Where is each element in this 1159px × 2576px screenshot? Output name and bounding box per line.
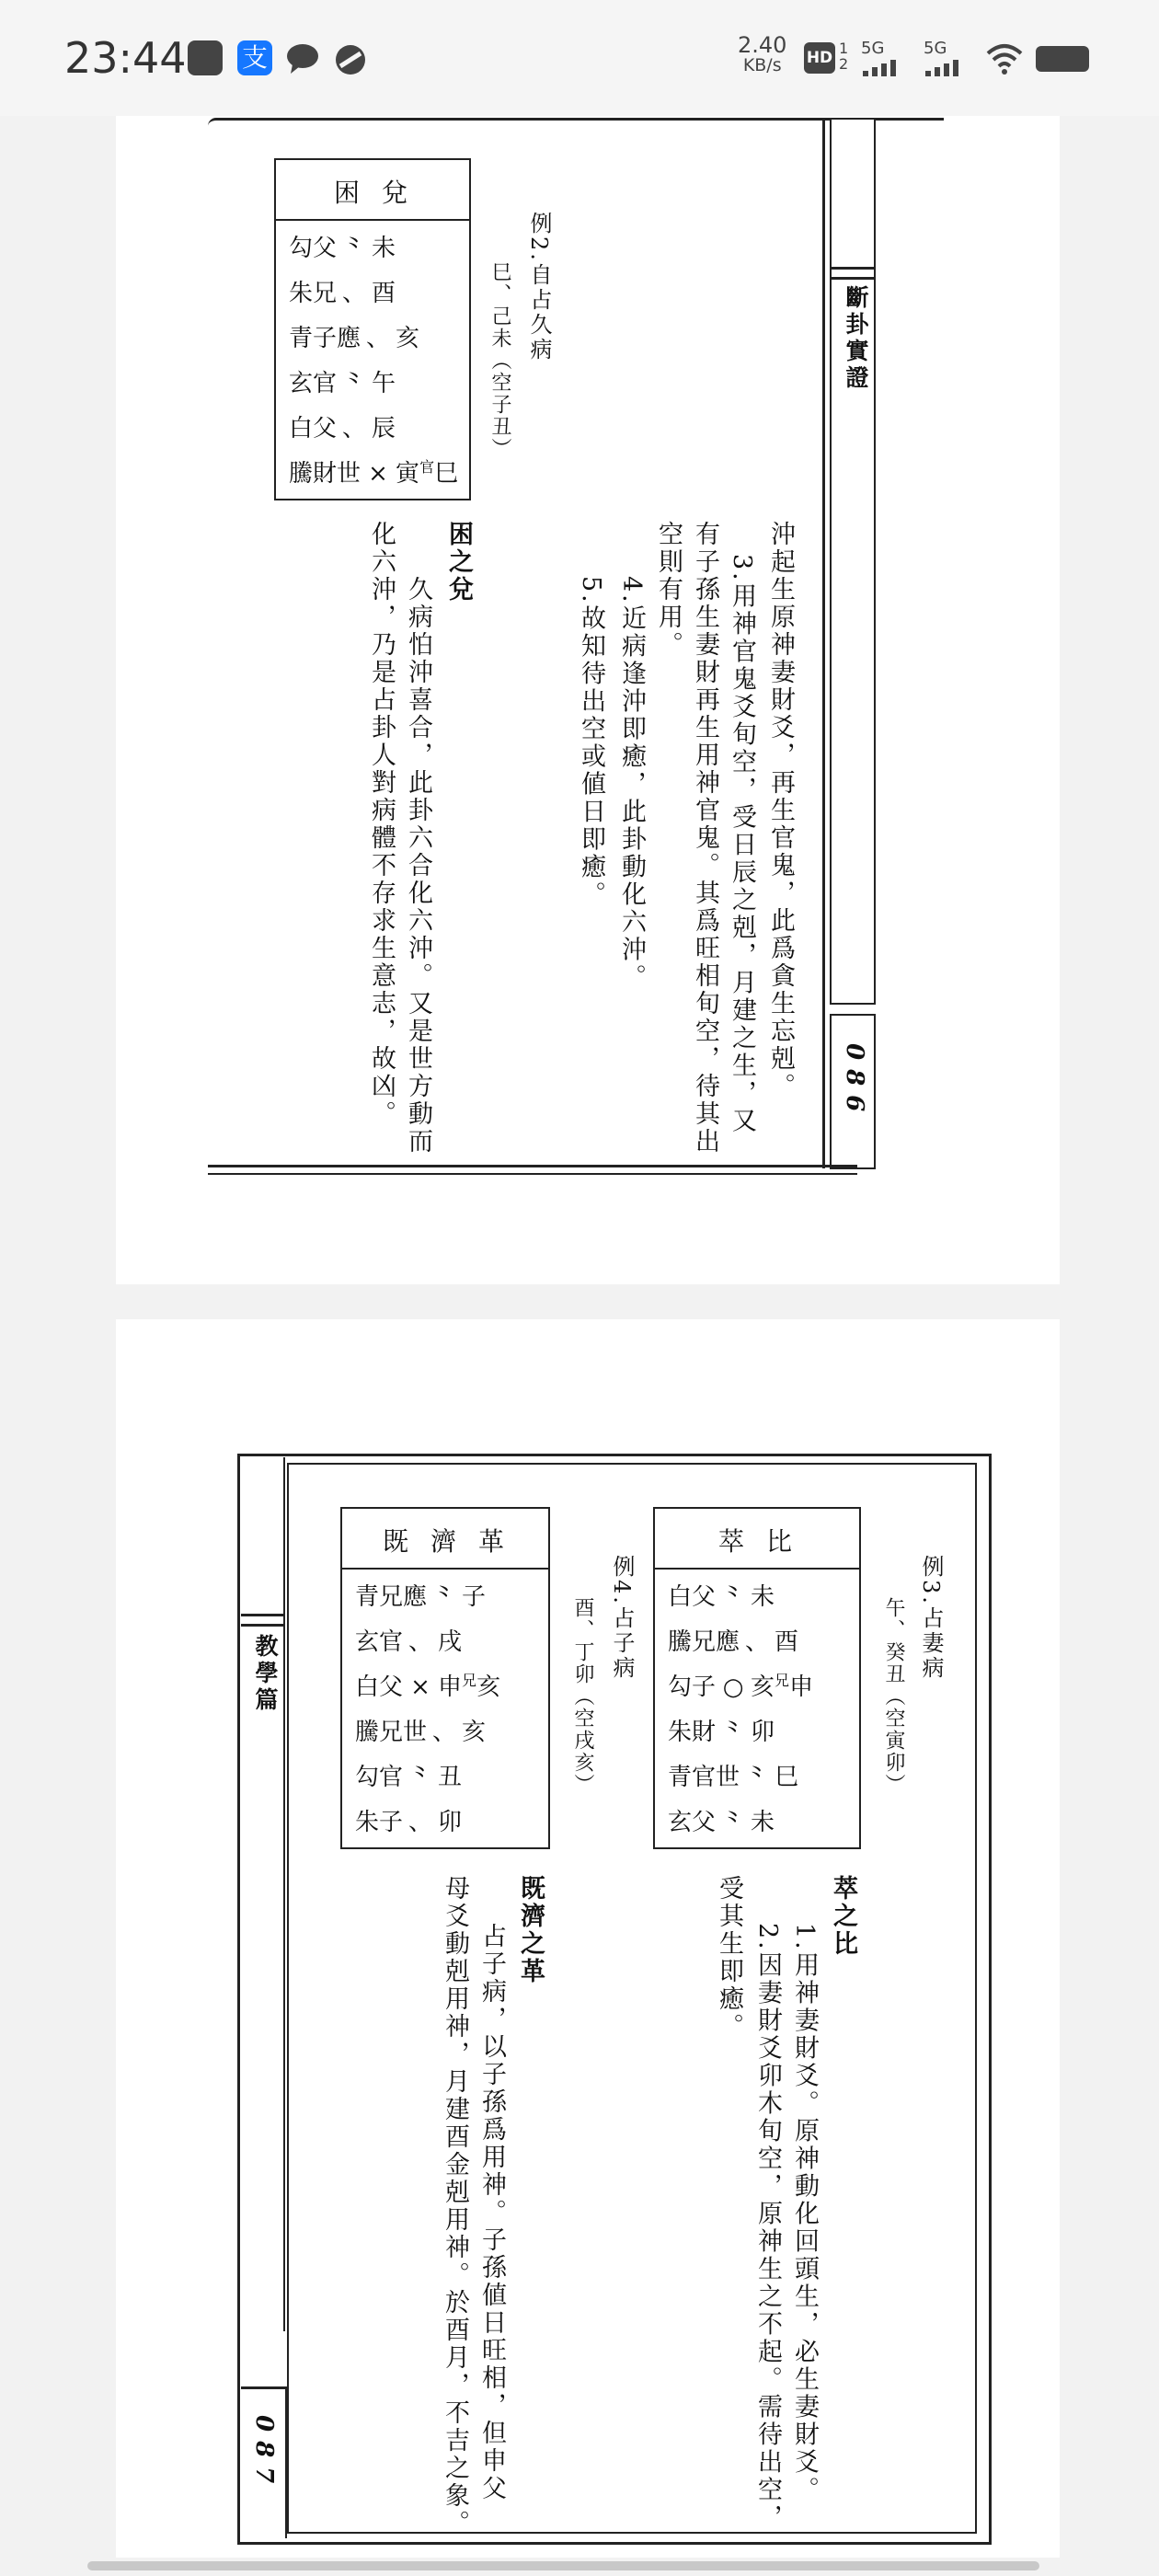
hexagram-line: [276, 226, 469, 271]
six-beast: 白: [355, 1673, 380, 1701]
line-mark: 、: [408, 1628, 433, 1656]
hexagram-line: [655, 1620, 859, 1665]
hexagram-line: [276, 316, 469, 362]
earthly-branch: 卯: [751, 1719, 775, 1746]
six-relative: 官: [379, 1764, 404, 1791]
six-beast: 白: [668, 1583, 693, 1611]
earthly-branch: 未: [751, 1809, 775, 1836]
earthly-branch: 酉: [775, 1628, 799, 1656]
hexagram-line: [655, 1755, 859, 1800]
analysis-title: 既濟之革: [516, 1875, 545, 1985]
earthly-branch: 卯: [438, 1809, 463, 1836]
line-mark: ⺀: [745, 1764, 770, 1791]
line-mark: ⺀: [408, 1764, 433, 1791]
six-beast: 朱: [355, 1809, 380, 1836]
analysis-paragraph: 化六沖，乃是占卦人對病體不存求生意志，故凶。: [367, 521, 396, 1128]
changed-relative: 兄: [462, 1672, 477, 1689]
signal-bars-icon: [861, 58, 909, 76]
line-mark: 、: [342, 415, 367, 443]
analysis-paragraph: 久病怕沖喜合，此卦六合化六沖。又是世方動而: [404, 576, 432, 1156]
hexagram-line: [342, 1575, 548, 1620]
case-title: 例2.自占久病: [526, 212, 552, 362]
six-relative: 官: [692, 1764, 717, 1791]
six-beast: 勾: [289, 235, 314, 262]
analysis-paragraph: 1.用神妻財爻。原神動化回頭生，必生妻財爻。: [790, 1923, 819, 2504]
changed-relative: 官: [419, 458, 435, 476]
earthly-branch: 亥: [396, 325, 420, 352]
line-mark: ×: [410, 1673, 430, 1701]
sidebar-double-rule: [241, 1614, 285, 1627]
six-relative: 官: [379, 1628, 404, 1656]
world-response: 應: [403, 1583, 428, 1611]
six-relative: 子: [379, 1809, 404, 1836]
hexagram-line: [342, 1620, 548, 1665]
hexagram-line: [342, 1710, 548, 1755]
horizontal-scrollbar[interactable]: [87, 2561, 1039, 2570]
six-beast: 玄: [355, 1628, 380, 1656]
signal-1-label: 5G: [861, 39, 885, 58]
six-relative: 財: [692, 1719, 717, 1746]
sim2-label: 2: [839, 55, 849, 73]
changed-branch: 申: [789, 1673, 814, 1701]
hexagram-line: [655, 1800, 859, 1846]
earthly-branch: 寅: [396, 460, 420, 488]
six-beast: 騰: [289, 460, 314, 488]
six-relative: 父: [313, 235, 338, 262]
hexagram-line: [342, 1665, 548, 1710]
sidebar-tab: 教學篇: [252, 1634, 279, 1714]
six-beast: 青: [289, 325, 314, 352]
earthly-branch: 申: [438, 1673, 463, 1701]
line-mark: ⺀: [342, 370, 367, 397]
sim1-label: 1: [839, 40, 849, 57]
line-mark: ○: [722, 1673, 744, 1701]
page-right-rule: [822, 120, 825, 1168]
paragraph: 沖起生原神妻財爻，再生官鬼，此爲貪生忘剋。: [766, 521, 795, 1100]
hexagram-table: [653, 1507, 861, 1849]
six-relative: 兄: [379, 1583, 404, 1611]
line-mark: ⺀: [342, 235, 367, 262]
earthly-branch: 丑: [438, 1764, 463, 1791]
six-relative: 兄: [313, 280, 338, 307]
six-relative: 父: [692, 1809, 717, 1836]
hexagram-title: 困兌: [276, 160, 469, 221]
six-beast: 朱: [668, 1719, 693, 1746]
signal-2: [924, 39, 971, 80]
six-relative: 父: [692, 1583, 717, 1611]
world-response: 應: [337, 325, 361, 352]
six-beast: 勾: [668, 1673, 693, 1701]
net-speed-unit: KB/s: [742, 55, 782, 75]
hexagram-line: [655, 1665, 859, 1710]
sidebar-panel: [241, 1457, 285, 2331]
earthly-branch: 未: [372, 235, 396, 262]
book-page-087: [116, 1319, 1060, 2558]
page-number-box: [830, 1014, 876, 1169]
net-speed-value: 2.40: [738, 32, 787, 58]
line-mark: 、: [366, 325, 391, 352]
paragraph: 5.故知待出空或値日即癒。: [577, 576, 605, 909]
six-beast: 玄: [289, 370, 314, 397]
hexagram-title: 既濟革: [342, 1509, 548, 1570]
changed-branch: 亥: [476, 1673, 501, 1701]
analysis-title: 困之兌: [444, 521, 473, 604]
paragraph: 有子孫生妻財再生用神官鬼。其爲旺相旬空，待其出: [691, 521, 719, 1156]
six-relative: 財: [313, 460, 338, 488]
six-beast: 青: [668, 1764, 693, 1791]
analysis-paragraph: 占子病，以子孫爲用神。子孫値日旺相，但申父: [477, 1923, 506, 2502]
signal-bars-icon: [924, 58, 971, 76]
six-beast: 騰: [668, 1628, 693, 1656]
net-speed: [738, 32, 787, 75]
analysis-paragraph: 2.因妻財爻卯木旬空，原神生之不起。需待出空，: [753, 1923, 782, 2532]
chat-bubble-icon: [285, 42, 320, 75]
line-mark: 、: [408, 1809, 433, 1836]
hexagram-table: [274, 158, 471, 500]
status-bar: [0, 0, 1159, 116]
line-mark: ⺀: [721, 1719, 746, 1746]
earthly-branch: 未: [751, 1583, 775, 1611]
book-page-086: [116, 116, 1060, 1284]
six-relative: 子: [313, 325, 338, 352]
world-response: 世: [716, 1764, 740, 1791]
wifi-icon: [984, 42, 1025, 75]
six-relative: 官: [313, 370, 338, 397]
message-icon: [188, 40, 223, 75]
line-mark: 、: [432, 1719, 457, 1746]
line-mark: 、: [745, 1628, 770, 1656]
sim-indicator: [839, 40, 848, 72]
case-title: 例3.占妻病: [918, 1555, 944, 1681]
analysis-paragraph: 母爻動剋用神，月建酉金剋用神。於酉月，不吉之象。: [441, 1875, 469, 2537]
hexagram-line: [655, 1710, 859, 1755]
analysis-title: 萃之比: [829, 1875, 857, 1958]
alipay-icon: 支: [237, 40, 272, 75]
six-relative: 兄: [692, 1628, 717, 1656]
signal-2-label: 5G: [924, 39, 947, 58]
hexagram-table: [340, 1507, 550, 1849]
earthly-branch: 戌: [438, 1628, 463, 1656]
page-number-box: [241, 2386, 287, 2538]
paragraph: 4.近病逢沖即癒，此卦動化六沖。: [617, 576, 646, 992]
case-title: 例4.占子病: [609, 1555, 635, 1681]
hexagram-line: [342, 1755, 548, 1800]
hd-badge: HD: [804, 42, 835, 74]
line-mark: ⺀: [721, 1809, 746, 1836]
page-bottom-rule: [208, 1165, 857, 1175]
sidebar-header-panel: [830, 120, 876, 1005]
case-date: 巳、己未（空子丑）: [488, 261, 511, 460]
case-date: 酉、丁卯（空戌亥）: [571, 1597, 594, 1796]
earthly-branch: 酉: [372, 280, 396, 307]
earthly-branch: 辰: [372, 415, 396, 443]
hexagram-line: [276, 452, 469, 497]
header-tab: 斷卦實證: [843, 285, 869, 392]
six-beast: 青: [355, 1583, 380, 1611]
changed-branch: 巳: [434, 460, 459, 488]
six-beast: 玄: [668, 1809, 693, 1836]
analysis-paragraph: 受其生即癒。: [715, 1875, 743, 2041]
earthly-branch: 亥: [751, 1673, 775, 1701]
signal-1: [861, 39, 909, 80]
earthly-branch: 巳: [775, 1764, 799, 1791]
line-mark: ⺀: [432, 1583, 457, 1611]
world-response: 應: [716, 1628, 740, 1656]
page-number: 086: [841, 1043, 868, 1121]
six-relative: 子: [692, 1673, 717, 1701]
six-beast: 白: [289, 415, 314, 443]
battery-icon: [1036, 46, 1089, 72]
world-response: 世: [337, 460, 361, 488]
six-relative: 父: [379, 1673, 404, 1701]
line-mark: ⺀: [721, 1583, 746, 1611]
hexagram-line: [276, 362, 469, 407]
hexagram-line: [655, 1575, 859, 1620]
sidebar-divider: [283, 1457, 285, 2331]
six-beast: 勾: [355, 1764, 380, 1791]
line-mark: ×: [368, 460, 388, 488]
line-mark: 、: [342, 280, 367, 307]
case-date: 午、癸丑（空寅卯）: [882, 1597, 905, 1796]
changed-relative: 兄: [775, 1672, 790, 1689]
six-relative: 兄: [379, 1719, 404, 1746]
hexagram-title: 萃比: [655, 1509, 859, 1570]
paragraph: 3.用神官鬼爻旬空，受日辰之剋，月建之生，又: [728, 554, 756, 1135]
six-beast: 朱: [289, 280, 314, 307]
world-response: 世: [403, 1719, 428, 1746]
paragraph: 空則有用。: [654, 521, 683, 659]
earthly-branch: 亥: [462, 1719, 487, 1746]
earthly-branch: 子: [462, 1583, 487, 1611]
six-beast: 騰: [355, 1719, 380, 1746]
hexagram-line: [342, 1800, 548, 1846]
six-relative: 父: [313, 415, 338, 443]
hexagram-line: [276, 271, 469, 316]
sidebar-double-rule: [830, 267, 876, 280]
hexagram-line: [276, 407, 469, 452]
browser-icon: [333, 42, 368, 77]
earthly-branch: 午: [372, 370, 396, 397]
page-number: 087: [250, 2415, 278, 2493]
clock: 23:44: [64, 33, 187, 83]
